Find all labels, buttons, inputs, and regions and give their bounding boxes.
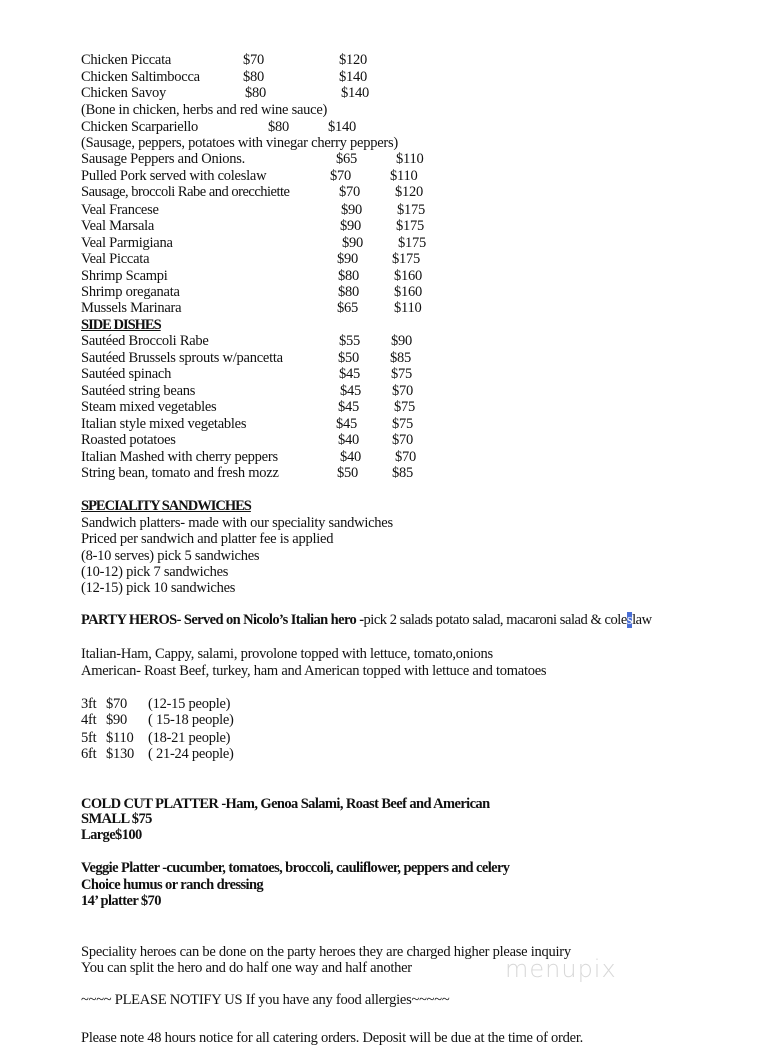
item-name: Chicken Piccata [81, 52, 172, 68]
text-selection[interactable]: s [626, 612, 633, 628]
item-name: Roasted potatoes [81, 432, 176, 448]
hero-people: ( 21-24 people) [148, 746, 234, 762]
item-price-half: $50 [338, 350, 359, 366]
item-price-full: $175 [397, 202, 425, 218]
item-name: Veal Parmigiana [81, 235, 173, 251]
item-name: Chicken Scarpariello [81, 119, 198, 135]
hero-price: $70 [106, 696, 127, 712]
hero-price: $110 [106, 730, 134, 746]
item-name: Chicken Saltimbocca [81, 69, 200, 85]
veggie-title: Veggie Platter -cucumber, tomatoes, broccoli, cauliflower, peppers and celery [81, 860, 510, 876]
item-price-half: $45 [336, 416, 357, 432]
item-price-half: $80 [243, 69, 264, 85]
hero-size: 6ft [81, 746, 97, 762]
item-name: Sausage Peppers and Onions. [81, 151, 246, 167]
item-price-full: $160 [394, 268, 422, 284]
sandwich-line: (12-15) pick 10 sandwiches [81, 580, 236, 596]
item-price-full: $120 [339, 52, 367, 68]
hero-price: $130 [106, 746, 134, 762]
item-price-half: $80 [338, 284, 359, 300]
item-price-half: $90 [337, 251, 358, 267]
item-price-half: $65 [337, 300, 358, 316]
item-name: Pulled Pork served with coleslaw [81, 168, 267, 184]
party-heros-desc-end: law [632, 612, 652, 628]
hero-price: $90 [106, 712, 127, 728]
cold-cut-title: COLD CUT PLATTER -Ham, Genoa Salami, Roast Beef and American [81, 796, 490, 812]
item-price-full: $90 [391, 333, 412, 349]
hero-people: ( 15-18 people) [148, 712, 234, 728]
section-heading: SPECIALITY SANDWICHES [81, 498, 251, 514]
party-heros-heading [81, 612, 652, 629]
item-price-full: $175 [396, 218, 424, 234]
item-price-full: $85 [392, 465, 413, 481]
item-price-half: $55 [339, 333, 360, 349]
item-name: Veal Francese [81, 202, 159, 218]
item-price-half: $80 [268, 119, 289, 135]
item-price-full: $140 [339, 69, 367, 85]
cold-cut-small: SMALL $75 [81, 811, 152, 827]
sandwich-line: (8-10 serves) pick 5 sandwiches [81, 548, 260, 564]
item-name: Sautéed Brussels sprouts w/pancetta [81, 350, 283, 366]
item-note: (Bone in chicken, herbs and red wine sauce) [81, 102, 328, 118]
item-price-half: $45 [339, 366, 360, 382]
item-price-full: $85 [390, 350, 411, 366]
hero-people: (18-21 people) [148, 730, 231, 746]
section-heading: SIDE DISHES [81, 317, 161, 333]
sandwich-line: Priced per sandwich and platter fee is applied [81, 531, 334, 547]
party-heros-desc: pick 2 salads potato salad, macaroni salad & cole [363, 612, 627, 628]
item-name: Veal Piccata [81, 251, 150, 267]
item-price-half: $45 [340, 383, 361, 399]
item-price-full: $140 [328, 119, 356, 135]
hero-size: 5ft [81, 730, 97, 746]
item-price-full: $75 [391, 366, 412, 382]
item-price-full: $120 [395, 184, 423, 200]
item-price-half: $65 [336, 151, 357, 167]
item-name: Sautéed Broccoli Rabe [81, 333, 209, 349]
hero-size: 4ft [81, 712, 97, 728]
item-price-full: $175 [398, 235, 426, 251]
item-price-half: $45 [338, 399, 359, 415]
item-price-full: $70 [392, 383, 413, 399]
veggie-choice: Choice humus or ranch dressing [81, 877, 264, 893]
item-price-full: $70 [395, 449, 416, 465]
item-price-full: $110 [396, 151, 424, 167]
italian-hero-desc: Italian-Ham, Cappy, salami, provolone topped with lettuce, tomato,onions [81, 646, 493, 662]
item-price-full: $110 [394, 300, 422, 316]
cold-cut-large: Large$100 [81, 827, 142, 843]
item-price-full: $70 [392, 432, 413, 448]
sandwich-line: Sandwich platters- made with our speciality sandwiches [81, 515, 393, 531]
item-price-half: $50 [337, 465, 358, 481]
item-price-full: $75 [394, 399, 415, 415]
sandwich-line: (10-12) pick 7 sandwiches [81, 564, 229, 580]
watermark: menupix [505, 955, 617, 983]
item-price-half: $80 [245, 85, 266, 101]
item-name: Sautéed spinach [81, 366, 172, 382]
item-price-half: $70 [339, 184, 360, 200]
item-price-half: $70 [243, 52, 264, 68]
item-name: Italian Mashed with cherry peppers [81, 449, 278, 465]
item-price-full: $75 [392, 416, 413, 432]
item-price-half: $40 [338, 432, 359, 448]
hero-people: (12-15 people) [148, 696, 231, 712]
item-price-full: $140 [341, 85, 369, 101]
item-name: Steam mixed vegetables [81, 399, 217, 415]
item-name: Mussels Marinara [81, 300, 182, 316]
item-name: Sautéed string beans [81, 383, 196, 399]
item-price-full: $110 [390, 168, 418, 184]
deposit-note: Please note 48 hours notice for all catering orders. Deposit will be due at the time of order. [81, 1030, 583, 1046]
item-name: String bean, tomato and fresh mozz [81, 465, 279, 481]
party-heros-title: PARTY HEROS- Served on Nicolo’s Italian hero - [81, 612, 364, 628]
split-note: You can split the hero and do half one way and half another [81, 960, 412, 976]
item-name: Chicken Savoy [81, 85, 166, 101]
item-price-half: $90 [341, 202, 362, 218]
item-name: Veal Marsala [81, 218, 155, 234]
item-note: (Sausage, peppers, potatoes with vinegar cherry peppers) [81, 135, 398, 151]
item-name: Shrimp Scampi [81, 268, 168, 284]
item-price-half: $90 [342, 235, 363, 251]
speciality-note: Speciality heroes can be done on the party heroes they are charged higher please inquiry [81, 944, 571, 960]
item-price-full: $160 [394, 284, 422, 300]
item-price-full: $175 [392, 251, 420, 267]
item-price-half: $90 [340, 218, 361, 234]
veggie-price: 14’ platter $70 [81, 893, 161, 909]
item-name: Shrimp oreganata [81, 284, 180, 300]
item-price-half: $70 [330, 168, 351, 184]
item-name: Italian style mixed vegetables [81, 416, 247, 432]
hero-size: 3ft [81, 696, 97, 712]
item-price-half: $40 [340, 449, 361, 465]
american-hero-desc: American- Roast Beef, turkey, ham and American topped with lettuce and tomatoes [81, 663, 547, 679]
item-name: Sausage, broccoli Rabe and orecchiette [81, 184, 290, 200]
allergy-note: ~~~~ PLEASE NOTIFY US If you have any food allergies~~~~~ [81, 992, 450, 1008]
item-price-half: $80 [338, 268, 359, 284]
